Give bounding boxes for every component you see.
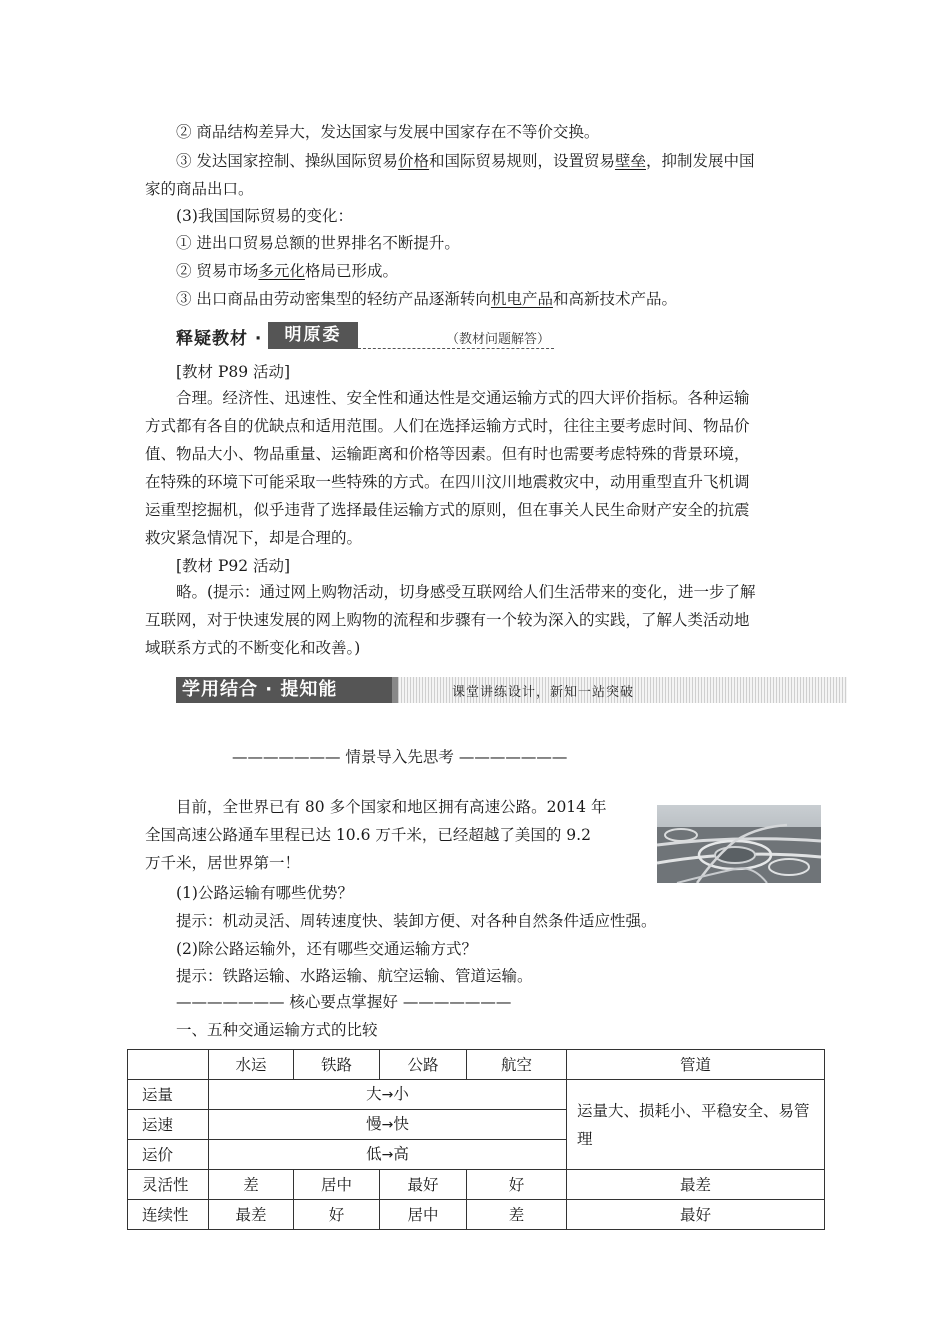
table-cell: 最好 bbox=[380, 1170, 467, 1200]
table-cell: 好 bbox=[294, 1200, 380, 1230]
text-line: 值、物品大小、物品重量、运输距离和价格等因素。但有时也需要考虑特殊的背景环境， bbox=[145, 445, 750, 463]
section-banner-textbook bbox=[176, 322, 554, 352]
row-label: 连续性 bbox=[128, 1200, 209, 1230]
row-label: 运速 bbox=[128, 1110, 209, 1140]
text-line: 域联系方式的不断变化和改善。) bbox=[145, 639, 361, 657]
table-row bbox=[128, 1080, 825, 1110]
text-segment: 和高新技术产品。 bbox=[552, 290, 677, 308]
table-row bbox=[128, 1170, 825, 1200]
section-heading: ——————— 核心要点掌握好 ——————— bbox=[176, 993, 512, 1011]
arrow-icon: → bbox=[381, 1117, 394, 1133]
table-cell: 最差 bbox=[567, 1170, 825, 1200]
banner-divider bbox=[358, 348, 554, 349]
text-line: 合理。经济性、迅速性、安全性和通达性是交通运输方式的四大评价指标。各种运输 bbox=[176, 389, 750, 407]
table-cell: 差 bbox=[467, 1200, 567, 1230]
underlined-term: 机电产品 bbox=[490, 290, 553, 308]
banner-note: 课堂讲练设计，新知一站突破 bbox=[452, 685, 635, 700]
arrow-icon: → bbox=[381, 1087, 394, 1103]
table-cell: 好 bbox=[467, 1170, 567, 1200]
text-line: 运重型挖掘机，似乎违背了选择最佳运输方式的原则，但在事关人民生命财产安全的抗震 bbox=[145, 501, 750, 519]
range-end: 快 bbox=[393, 1115, 409, 1133]
banner-label: 释疑教材 · bbox=[176, 329, 263, 349]
text-line: 全国高速公路通车里程已达 10.6 万千米，已经超越了美国的 9.2 bbox=[145, 826, 591, 844]
text-line: 家的商品出口。 bbox=[145, 180, 254, 198]
text-segment: ③ 出口商品由劳动密集型的轻纺产品逐渐转向 bbox=[176, 290, 491, 308]
banner-box: 明原委 bbox=[268, 322, 358, 349]
text-line: 万千米，居世界第一！ bbox=[145, 854, 301, 872]
text-line: 目前，全世界已有 80 多个国家和地区拥有高速公路。2014 年 bbox=[176, 798, 607, 816]
range-start: 慢 bbox=[366, 1115, 382, 1133]
header-cell: 航空 bbox=[467, 1050, 567, 1080]
range-cell bbox=[209, 1110, 567, 1140]
header-cell: 公路 bbox=[380, 1050, 467, 1080]
section-banner-practice bbox=[176, 677, 847, 703]
pipeline-note: 运量大、损耗小、平稳安全、易管理 bbox=[567, 1080, 825, 1170]
text-line: (3)我国国际贸易的变化： bbox=[176, 207, 353, 225]
transport-comparison-table bbox=[127, 1049, 825, 1230]
answer-title: [教材 P89 活动] bbox=[176, 363, 291, 381]
header-cell bbox=[128, 1050, 209, 1080]
table-cell: 居中 bbox=[294, 1170, 380, 1200]
text-segment: ，抑制发展中国 bbox=[645, 152, 755, 170]
text-line: ② 商品结构差异大，发达国家与发展中国家存在不等价交换。 bbox=[176, 123, 600, 141]
banner-band bbox=[392, 677, 398, 703]
underlined-term: 壁垒 bbox=[614, 152, 646, 170]
range-cell bbox=[209, 1080, 567, 1110]
question: (1)公路运输有哪些优势？ bbox=[176, 884, 353, 902]
table-row bbox=[128, 1200, 825, 1230]
range-start: 低 bbox=[366, 1145, 382, 1163]
answer-title: [教材 P92 活动] bbox=[176, 557, 291, 575]
header-cell: 铁路 bbox=[294, 1050, 380, 1080]
header-cell: 管道 bbox=[567, 1050, 825, 1080]
table-cell: 居中 bbox=[380, 1200, 467, 1230]
row-label: 灵活性 bbox=[128, 1170, 209, 1200]
text-segment: 格局已形成。 bbox=[304, 262, 398, 280]
text-line: 救灾紧急情况下，却是合理的。 bbox=[145, 529, 363, 547]
section-heading: ——————— 情景导入先思考 ——————— bbox=[232, 748, 568, 766]
underlined-term: 价格 bbox=[397, 152, 429, 170]
text-segment: ② 贸易市场 bbox=[176, 262, 259, 280]
text-line: 略。(提示：通过网上购物活动，切身感受互联网给人们生活带来的变化，进一步了解 bbox=[176, 583, 756, 601]
table-header-row bbox=[128, 1050, 825, 1080]
arrow-icon: → bbox=[381, 1147, 394, 1163]
highway-interchange-photo bbox=[657, 805, 821, 883]
text-line: 互联网，对于快速发展的网上购物的流程和步骤有一个较为深入的实践，了解人类活动地 bbox=[145, 611, 750, 629]
text-line: ① 进出口贸易总额的世界排名不断提升。 bbox=[176, 234, 460, 252]
underlined-term: 多元化 bbox=[258, 262, 305, 280]
table-cell: 最差 bbox=[209, 1200, 294, 1230]
header-cell: 水运 bbox=[209, 1050, 294, 1080]
table-cell: 最好 bbox=[567, 1200, 825, 1230]
question: (2)除公路运输外，还有哪些交通运输方式？ bbox=[176, 940, 477, 958]
hint: 提示：机动灵活、周转速度快、装卸方便、对各种自然条件适应性强。 bbox=[176, 912, 657, 930]
range-start: 大 bbox=[366, 1085, 382, 1103]
text-line bbox=[176, 151, 755, 171]
range-cell bbox=[209, 1140, 567, 1170]
table-cell: 差 bbox=[209, 1170, 294, 1200]
text-line bbox=[176, 261, 398, 281]
text-segment: ③ 发达国家控制、操纵国际贸易 bbox=[176, 152, 398, 170]
text-segment: 和国际贸易规则，设置贸易 bbox=[428, 152, 615, 170]
text-line: 方式都有各自的优缺点和适用范围。人们在选择运输方式时，往往主要考虑时间、物品价 bbox=[145, 417, 750, 435]
table-title: 一、五种交通运输方式的比较 bbox=[176, 1021, 378, 1039]
banner-box: 学用结合 · 提知能 bbox=[176, 677, 392, 703]
hint: 提示：铁路运输、水路运输、航空运输、管道运输。 bbox=[176, 967, 533, 985]
range-end: 小 bbox=[393, 1085, 409, 1103]
range-end: 高 bbox=[393, 1145, 409, 1163]
text-line bbox=[176, 289, 677, 309]
banner-note: （教材问题解答） bbox=[445, 332, 550, 347]
row-label: 运量 bbox=[128, 1080, 209, 1110]
row-label: 运价 bbox=[128, 1140, 209, 1170]
text-line: 在特殊的环境下可能采取一些特殊的方式。在四川汶川地震救灾中，动用重型直升飞机调 bbox=[145, 473, 750, 491]
